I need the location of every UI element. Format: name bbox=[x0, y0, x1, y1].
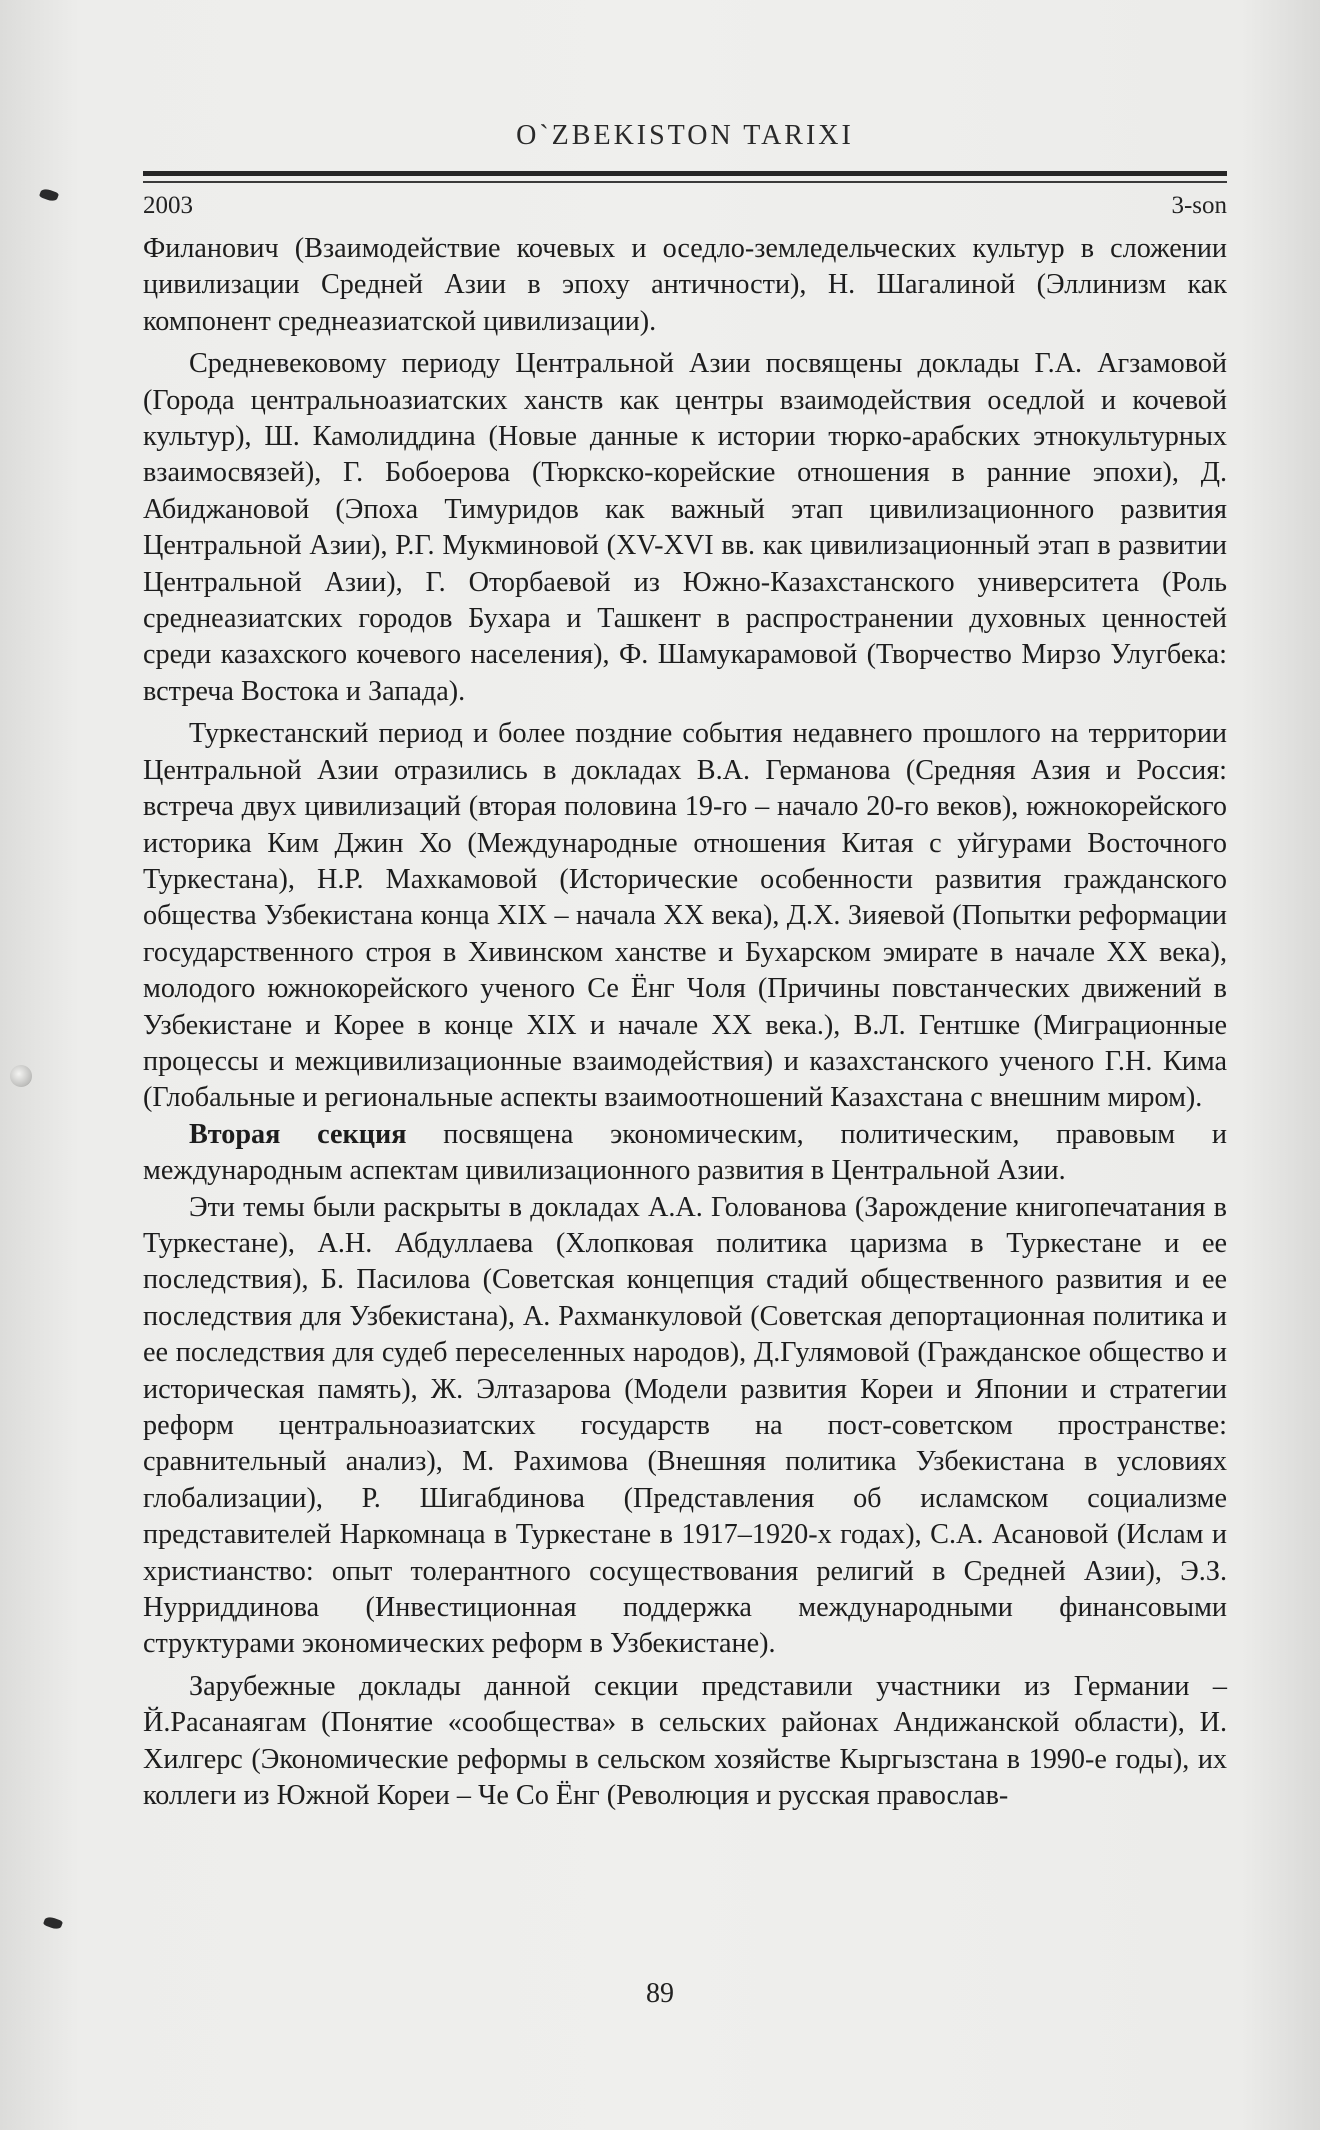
paragraph-4-text: посвящена экономическим, политическим, правовым и международным аспектам цивилизационного развития в Центральной Азии. bbox=[143, 1118, 1227, 1187]
header-rule-thin bbox=[143, 181, 1227, 183]
running-title: O`ZBEKISTON TARIXI bbox=[516, 120, 854, 151]
issue-number: 3-son bbox=[1171, 192, 1227, 219]
article-body bbox=[143, 231, 1227, 1814]
scan-mark bbox=[43, 1915, 63, 1931]
paragraph-6: Зарубежные доклады данной секции представили участники из Германии – Й.Расанаягам (Понятие «сообщества» в сельских районах Андижанской области), И. Хилгерс (Экономические реформы в сельском хозяйстве Кыргызстана в 1990-е годы), их коллеги из Южной Кореи – Че Со Ёнг (Революция и русская православ- bbox=[143, 1670, 1227, 1812]
paragraph-2: Средневековому периоду Центральной Азии посвящены доклады Г.А. Агзамовой (Города центральноазиатских ханств как центры взаимодействия оседлой и кочевой культур), Ш. Камолиддина (Новые данные к истории тюрко-арабских этнокультурных взаимосвязей), Г. Бобоерова (Тюркско-корейские отношения в ранние эпохи), Д. Абиджановой (Эпоха Тимуридов как важный этап цивилизационного развития Центральной Азии), Р.Г. Мукминовой (XV-XVI вв. как цивилизационный этап в развитии Центральной Азии), Г. Оторбаевой из Южно-Казахстанского университета (Роль среднеазиатских городов Бухара и Ташкент в распространении духовных ценностей среди казахского кочевого населения), Ф. Шамукарамовой (Творчество Мирзо Улугбека: встреча Востока и Запада). bbox=[143, 348, 1227, 707]
paragraph-3: Туркестанский период и более поздние события недавнего прошлого на территории Центральной Азии отразились в докладах В.А. Германова (Средняя Азия и Россия: встреча двух цивилизаций (вторая половина 19-го – начало 20-го веков), южнокорейского историка Ким Джин Хо (Международные отношения Китая с уйгурами Восточного Туркестана), Н.Р. Махкамовой (Исторические особенности развития гражданского общества Узбекистана конца XIX – начала XX века), Д.Х. Зияевой (Попытки реформации государственного строя в Хивинском ханстве и Бухарском эмирате в начале XX века), молодого южнокорейского ученого Се Ёнг Чоля (Причины повстанческих движений в Узбекистане и Корее в конце XIX и начале XX века.), В.Л. Гентшке (Миграционные процессы и межцивилизационные взаимодействия) и казахстанского ученого Г.Н. Кима (Глобальные и региональные аспекты взаимоотношений Казахстана с внешним миром). bbox=[143, 718, 1227, 1114]
paragraph-1: Филанович (Взаимодействие кочевых и оседло-земледельческих культур в сложении цивилизации Средней Азии в эпоху античности), Н. Шагалиной (Эллинизм как компонент среднеазиатской цивилизации). bbox=[143, 233, 1227, 337]
section-lead: Вторая секция bbox=[189, 1118, 407, 1150]
paragraph-4 bbox=[143, 1117, 1227, 1190]
paragraph-5: Эти темы были раскрыты в докладах А.А. Голованова (Зарождение книгопечатания в Туркестане), А.Н. Абдуллаева (Хлопковая политика царизма в Туркестане и ее последствия), Б. Пасилова (Советская концепция стадий общественного развития и ее последствия для Узбекистана), А. Рахманкуловой (Советская депортационная политика и ее последствия для судеб переселенных народов), Д.Гулямовой (Гражданское общество и историческая память), Ж. Элтазарова (Модели развития Кореи и Японии и стратегии реформ центральноазиатских государств на пост-советском пространстве: сравнительный анализ), М. Рахимова (Внешняя политика Узбекистана в условиях глобализации), Р. Шигабдинова (Представления об исламском социализме представителей Наркомнаца в Туркестане в 1917–1920-х годах), С.А. Асановой (Ислам и христианство: опыт толерантного сосуществования религий в Средней Азии), Э.З. Нурриддинова (Инвестиционная поддержка международными финансовыми структурами экономических реформ в Узбекистане). bbox=[143, 1191, 1227, 1660]
scan-mark bbox=[39, 187, 59, 203]
issue-year: 2003 bbox=[143, 192, 193, 219]
punch-hole bbox=[10, 1065, 32, 1087]
page-number: 89 bbox=[646, 1978, 674, 2009]
header-rule-thick bbox=[143, 171, 1227, 176]
